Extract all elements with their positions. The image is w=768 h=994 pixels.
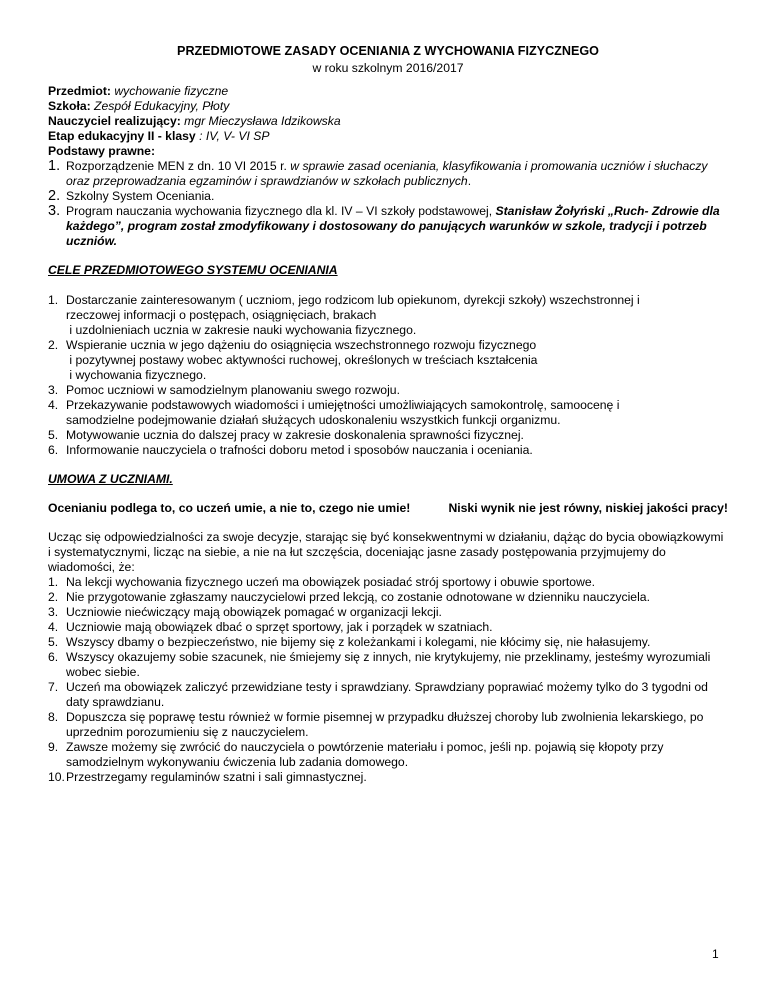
list-item: 1. Na lekcji wychowania fizycznego uczeń ma obowiązek posiadać strój sportowy i obuwie sportowe. xyxy=(48,575,596,589)
list-item: 10. Przestrzegamy regulaminów szatni i sali gimnastycznej. xyxy=(48,770,367,784)
list-item: 6. Wszyscy okazujemy sobie szacunek, nie śmiejemy się z innych, nie krytykujemy, nie przeklinamy, jesteśmy wyrozumiali wobec siebie. xyxy=(48,650,711,679)
motto-row xyxy=(48,501,728,516)
list-item: 2. Nie przygotowanie zgłaszamy nauczycielowi przed lekcją, co zostanie odnotowane w dzienniku nauczyciela. xyxy=(48,590,650,604)
legal-basis-list xyxy=(48,159,728,249)
list-item: 9. Zawsze możemy się zwrócić do nauczyciela o powtórzenie materiału i pomoc, jeśli np. pojawią się kłopoty przy samodzielnym wykonywaniu ćwiczenia lub zadania domowego. xyxy=(48,740,664,769)
document-page xyxy=(48,44,728,785)
list-item: 6. Informowanie nauczyciela o trafności doboru metod i sposobów nauczania i oceniania. xyxy=(48,443,533,457)
list-item: 1. Dostarczanie zainteresowanym ( uczniom, jego rodzicom lub opiekunom, dyrekcji szkoły) wszechstronnej i rzeczowej informacji o postępach, osiągnięciach, brakach i uzdolnieniach ucznia w zakresie nauki wychowania fizycznego. xyxy=(48,293,640,337)
meta-legal-basis: Podstawy prawne: xyxy=(48,144,156,158)
document-title: PRZEDMIOTOWE ZASADY OCENIANIA Z WYCHOWANIA FIZYCZNEGO xyxy=(177,44,599,58)
list-item: 3. Pomoc uczniowi w samodzielnym planowaniu swego rozwoju. xyxy=(48,383,400,397)
list-item: 3. Uczniowie niećwiczący mają obowiązek pomagać w organizacji lekcji. xyxy=(48,605,442,619)
list-item: 5. Wszyscy dbamy o bezpieczeństwo, nie bijemy się z koleżankami i kolegami, nie kłócimy się, nie hałasujemy. xyxy=(48,635,651,649)
meta-school: Szkoła: Zespół Edukacyjny, Płoty xyxy=(48,99,230,113)
list-item: 8. Dopuszcza się poprawę testu również w formie pisemnej w przypadku dłuższej choroby lub zwolnienia lekarskiego, po uprzednim porozumieniu się z nauczycielem. xyxy=(48,710,704,739)
agreement-intro: Ucząc się odpowiedzialności za swoje decyzje, starając się być konsekwentnymi w działaniu, dążąc do bycia obowiązkowymi i systematycznymi, licząc na siebie, a nie na łut szczęścia, doceniając jasne zasady postępowania przyjmujemy do wiadomości, że: xyxy=(48,530,724,574)
agreement-list xyxy=(48,575,728,785)
list-item: 4. Uczniowie mają obowiązek dbać o sprzęt sportowy, jak i porządek w szatniach. xyxy=(48,620,493,634)
goals-heading: CELE PRZEDMIOTOWEGO SYSTEMU OCENIANIA xyxy=(48,263,338,277)
meta-stage: Etap edukacyjny II - klasy : IV, V- VI SP xyxy=(48,129,270,143)
motto-left: Ocenianiu podlega to, co uczeń umie, a nie to, czego nie umie! xyxy=(48,501,411,515)
document-subtitle: w roku szkolnym 2016/2017 xyxy=(312,61,464,75)
motto-right: Niski wynik nie jest równy, niskiej jakości pracy! xyxy=(448,501,728,515)
agreement-heading: UMOWA Z UCZNIAMI. xyxy=(48,472,173,486)
list-item: 1. Rozporządzenie MEN z dn. 10 VI 2015 r. w sprawie zasad oceniania, klasyfikowania i promowania uczniów i słuchaczy oraz przeprowadzania egzaminów i sprawdzianów w szkołach publicznych. xyxy=(48,158,708,188)
list-item: 7. Uczeń ma obowiązek zaliczyć przewidziane testy i sprawdziany. Sprawdziany poprawiać możemy tylko do 3 tygodni od daty sprawdzianu. xyxy=(48,680,708,709)
list-item: 5. Motywowanie ucznia do dalszej pracy w zakresie doskonalenia sprawności fizycznej. xyxy=(48,428,524,442)
list-item: 2. Wspieranie ucznia w jego dążeniu do osiągnięcia wszechstronnego rozwoju fizycznego i pozytywnej postawy wobec aktywności ruchowej, określonych w treściach kształcenia i wychowania fizycznego. xyxy=(48,338,538,382)
list-item: 4. Przekazywanie podstawowych wiadomości i umiejętności umożliwiających samokontrolę, samoocenę i samodzielne podejmowanie działań służących udoskonaleniu wszystkich funkcji organizmu. xyxy=(48,398,620,427)
goals-list xyxy=(48,293,728,458)
meta-subject: Przedmiot: wychowanie fizyczne xyxy=(48,84,229,98)
page-number: 1 xyxy=(712,947,719,961)
list-item: 3. Program nauczania wychowania fizycznego dla kl. IV – VI szkoły podstawowej, Stanisław Żołyński „Ruch- Zdrowie dla każdego”, program został zmodyfikowany i dostosowany do panujących warunków w szkole, tradycji i potrzeb uczniów. xyxy=(48,203,720,248)
meta-teacher: Nauczyciel realizujący: mgr Mieczysława Idzikowska xyxy=(48,114,341,128)
list-item: 2. Szkolny System Oceniania. xyxy=(48,188,215,204)
